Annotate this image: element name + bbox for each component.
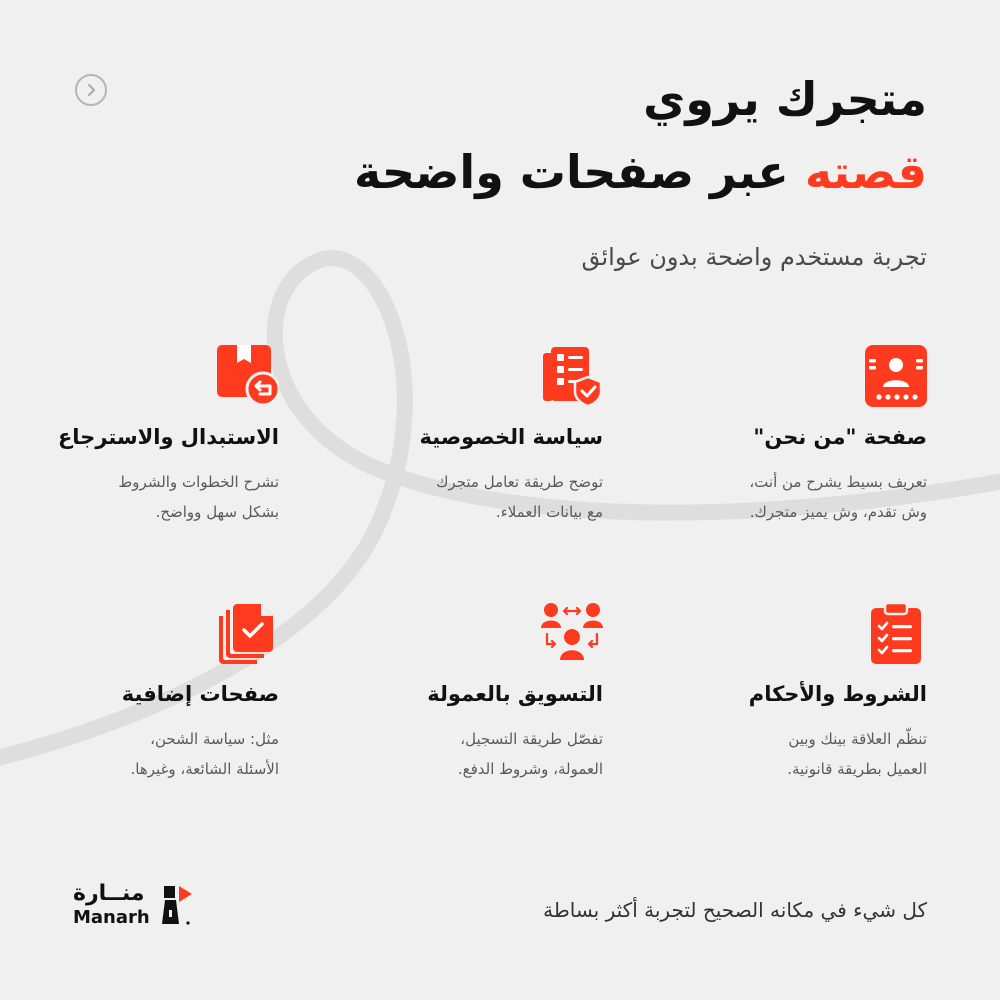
clipboard-checklist-icon [865, 602, 927, 664]
lighthouse-logo-icon [160, 884, 194, 926]
brand-name-ar: منــارة [73, 881, 145, 906]
brand-wordmark [73, 883, 150, 927]
card-title: التسويق بالعمولة [427, 682, 603, 706]
card-title: صفحات إضافية [121, 682, 279, 706]
page-subtitle: تجربة مستخدم واضحة بدون عوائق [581, 243, 927, 271]
card-description: تشرح الخطوات والشروط بشكل سهل وواضح. [118, 473, 279, 521]
card-terms-conditions [667, 602, 927, 784]
title-line2-rest: عبر صفحات واضحة [353, 145, 805, 199]
affiliate-network-icon [541, 602, 603, 664]
page-title-line2 [354, 145, 927, 199]
card-about-us [667, 345, 927, 527]
page-title-line1: متجرك يروي [643, 72, 927, 126]
card-exchange-return [19, 345, 279, 527]
card-additional-pages [19, 602, 279, 784]
card-title: سياسة الخصوصية [419, 425, 603, 449]
card-description: تنظّم العلاقة بينك وبين العميل بطريقة قانونية. [787, 730, 927, 778]
title-accent-word: قصته [804, 145, 927, 199]
card-privacy-policy [343, 345, 603, 527]
card-description: تعريف بسيط يشرح من أنت، وش تقدم، وش يميز متجرك. [749, 473, 927, 521]
card-title: صفحة "من نحن" [753, 425, 927, 449]
brand-name-en: Manarh [73, 907, 150, 928]
brand-logo [73, 883, 194, 927]
profile-card-icon [865, 345, 927, 407]
return-box-icon [217, 345, 279, 407]
card-description: توضح طريقة تعامل متجرك مع بيانات العملاء. [436, 473, 603, 521]
card-description: تفصّل طريقة التسجيل، العمولة، وشروط الدفع. [457, 730, 603, 778]
card-description: مثل: سياسة الشحن، الأسئلة الشائعة، وغيرها. [130, 730, 279, 778]
card-affiliate-marketing [343, 602, 603, 784]
chevron-right-icon [84, 83, 98, 97]
stacked-pages-check-icon [217, 602, 279, 664]
footer-tagline: كل شيء في مكانه الصحيح لتجربة أكثر بساطة [543, 898, 927, 922]
privacy-document-shield-icon [541, 345, 603, 407]
next-button[interactable] [75, 74, 107, 106]
card-title: الاستبدال والاسترجاع [57, 425, 279, 449]
card-title: الشروط والأحكام [748, 682, 927, 706]
